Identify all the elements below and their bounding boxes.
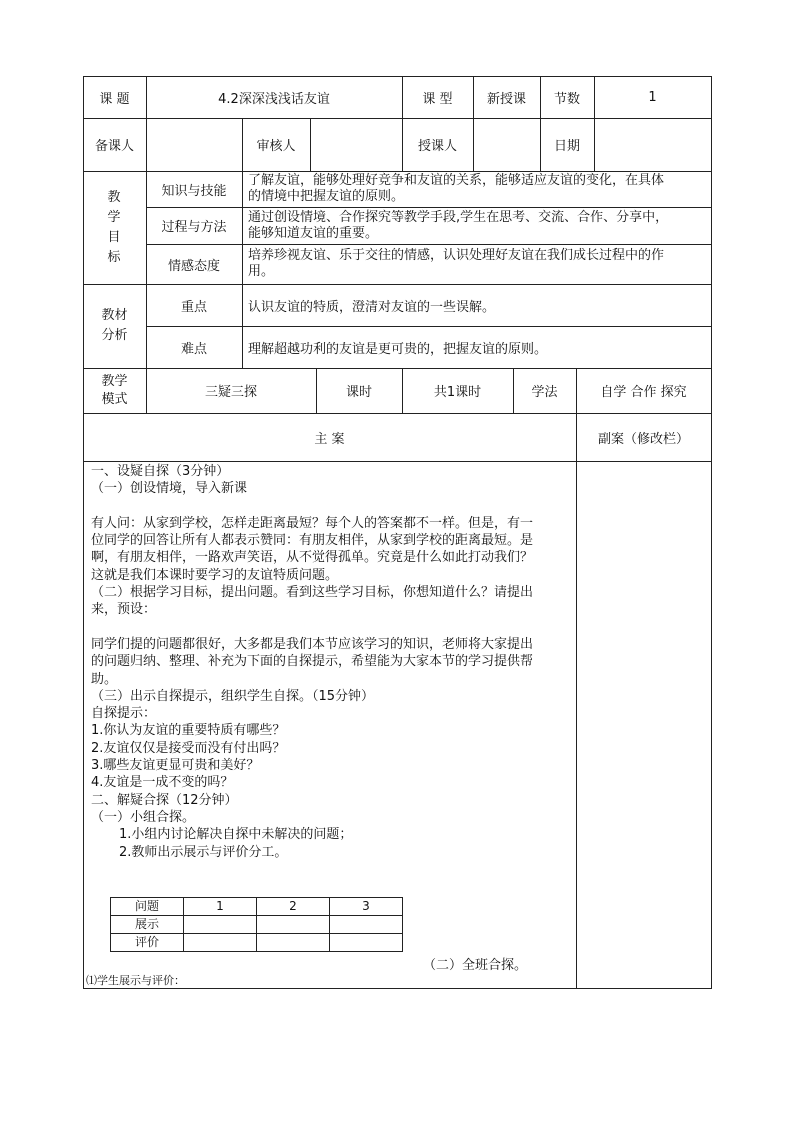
body-line: 的问题归纳、整理、补充为下面的自探提示，希望能为大家本节的学习提供帮 <box>91 654 534 670</box>
evaluation-table <box>110 897 403 952</box>
type-value: 新授课 <box>486 91 526 107</box>
body-line: 一、设疑自探（3分钟） <box>91 464 230 479</box>
grid-line <box>83 76 712 77</box>
main-plan-label: 主 案 <box>314 431 345 447</box>
main-plan-body <box>91 463 573 861</box>
grid-line <box>83 284 712 285</box>
grid-line <box>310 118 311 171</box>
goal-process-line-2: 能够知道友谊的重要。 <box>248 225 379 241</box>
grid-line <box>83 76 84 989</box>
body-line: 有人问：从家到学校，怎样走距离最短？每个人的答案都不一样。但是，有一 <box>91 515 534 531</box>
body-line: 4.友谊是一成不变的吗？ <box>91 775 234 791</box>
body-line: 1.小组内讨论解决自探中未解决的问题； <box>119 827 353 843</box>
body-line: 2.友谊仅仅是接受而没有付出吗？ <box>91 740 286 756</box>
grid-line <box>146 207 712 208</box>
student-display-line: ⑴学生展示与评价： <box>86 974 185 987</box>
body-line: 自探提示： <box>91 706 157 722</box>
body-line: 位同学的回答让所有人都表示赞同：有朋友相伴，从家到学校的距离最短。是 <box>91 533 534 549</box>
type-label: 课 型 <box>422 91 453 107</box>
goal-process-text <box>242 207 711 244</box>
period-label: 节数 <box>553 91 580 107</box>
analysis-label <box>83 284 146 368</box>
grid-line <box>242 118 243 368</box>
grid-line <box>83 368 712 369</box>
grid-line <box>316 368 317 413</box>
analysis-label-text: 教材分析 <box>101 308 128 343</box>
review-label: 审核人 <box>256 139 296 154</box>
key-point-value: 认识友谊的特质，澄清对友谊的一些误解。 <box>248 299 496 315</box>
date-label: 日期 <box>553 139 580 154</box>
body-line: （一）小组合探。 <box>91 809 196 825</box>
grid-line <box>146 326 712 327</box>
evaluation-table-cell <box>184 934 257 952</box>
body-line: （二）根据学习目标，提出问题。看到这些学习目标，你想知道什么？请提出 <box>91 585 534 601</box>
goal-knowledge-line-2: 的情境中把握友谊的原则。 <box>248 189 405 204</box>
whole-class-heading: （二）全班合探。 <box>423 958 528 973</box>
evaluation-table-cell <box>184 916 257 934</box>
body-line <box>91 619 573 636</box>
body-line: 二、解疑合探（12分钟） <box>91 792 238 808</box>
hours-label: 课时 <box>345 385 372 400</box>
teacher-label: 授课人 <box>417 139 457 154</box>
evaluation-table-cell <box>330 916 403 934</box>
evaluation-table-header-cell: 3 <box>330 898 403 916</box>
body-line: 同学们提的问题都很好，大多都是我们本节应该学习的知识，老师将大家提出 <box>91 636 534 652</box>
body-line: 2.教师出示展示与评价分工。 <box>119 844 288 860</box>
goals-label-text: 教学目标 <box>107 189 121 265</box>
evaluation-table-cell: 评价 <box>111 934 184 952</box>
body-line: 这就是我们本课时要学习的友谊特质问题。 <box>91 567 339 583</box>
body-line: （一）创设情境，导入新课 <box>91 481 248 497</box>
evaluation-table-header-cell: 2 <box>257 898 330 916</box>
grid-line <box>473 76 474 171</box>
side-plan-label: 副案（修改栏） <box>597 431 689 447</box>
method-label: 学法 <box>531 385 558 400</box>
body-line: 来，预设： <box>91 602 157 618</box>
evaluation-table-header-cell: 1 <box>184 898 257 916</box>
grid-line <box>513 368 514 413</box>
prep-label: 备课人 <box>94 139 134 154</box>
key-point-label: 重点 <box>180 299 207 315</box>
goal-emotion-label: 情感态度 <box>167 258 220 274</box>
mode-value: 三疑三探 <box>204 385 257 400</box>
body-line: 1.你认为友谊的重要特质有哪些？ <box>91 723 286 739</box>
evaluation-table-cell <box>330 934 403 952</box>
grid-line <box>402 76 403 171</box>
evaluation-table-header-cell: 问题 <box>111 898 184 916</box>
evaluation-table-row <box>111 934 403 952</box>
evaluation-table-header-row <box>111 898 403 916</box>
grid-line <box>576 368 577 989</box>
grid-line <box>711 76 712 989</box>
grid-line <box>83 171 712 172</box>
goals-label <box>83 171 146 284</box>
body-line: （三）出示自探提示，组织学生自探。（15分钟） <box>91 688 375 704</box>
grid-line <box>402 368 403 413</box>
goal-knowledge-line-1: 了解友谊，能够处理好竞争和友谊的关系，能够适应友谊的变化，在具体 <box>248 173 665 188</box>
goal-emotion-line-2: 用。 <box>248 264 275 279</box>
evaluation-table-cell <box>257 916 330 934</box>
goal-emotion-text <box>242 244 711 284</box>
method-value: 自学 合作 探究 <box>600 385 687 400</box>
grid-line <box>83 988 712 989</box>
goal-knowledge-text <box>242 171 711 207</box>
grid-line <box>83 118 712 119</box>
mode-label <box>83 368 146 413</box>
period-value: 1 <box>648 89 657 105</box>
goal-process-line-1: 通过创设情境、合作探究等教学手段,学生在思考、交流、合作、分享中， <box>248 209 669 225</box>
grid-line <box>146 76 147 413</box>
body-line: 3.哪些友谊更显可贵和美好？ <box>91 758 260 774</box>
evaluation-table-row <box>111 916 403 934</box>
grid-line <box>83 413 712 414</box>
grid-line <box>540 76 541 171</box>
grid-line <box>594 76 595 171</box>
course-label: 课 题 <box>99 91 130 107</box>
goal-knowledge-label: 知识与技能 <box>161 183 227 199</box>
grid-line <box>83 461 712 462</box>
course-value: 4.2深深浅浅话友谊 <box>218 91 330 107</box>
evaluation-table-cell <box>257 934 330 952</box>
body-line: 助。 <box>91 671 118 687</box>
goal-emotion-line-1: 培养珍视友谊、乐于交往的情感，认识处理好友谊在我们成长过程中的作 <box>248 248 665 263</box>
hours-value: 共1课时 <box>433 385 482 400</box>
grid-line <box>146 244 712 245</box>
goal-process-label: 过程与方法 <box>161 220 227 235</box>
mode-label-text: 教学模式 <box>101 373 128 407</box>
body-line <box>91 498 573 515</box>
difficulty-label: 难点 <box>180 341 207 357</box>
body-line: 啊，有朋友相伴，一路欢声笑语，从不觉得孤单。究竟是什么如此打动我们？ <box>91 550 534 566</box>
evaluation-table-cell: 展示 <box>111 916 184 934</box>
difficulty-value: 理解超越功利的友谊是更可贵的，把握友谊的原则。 <box>248 341 548 357</box>
